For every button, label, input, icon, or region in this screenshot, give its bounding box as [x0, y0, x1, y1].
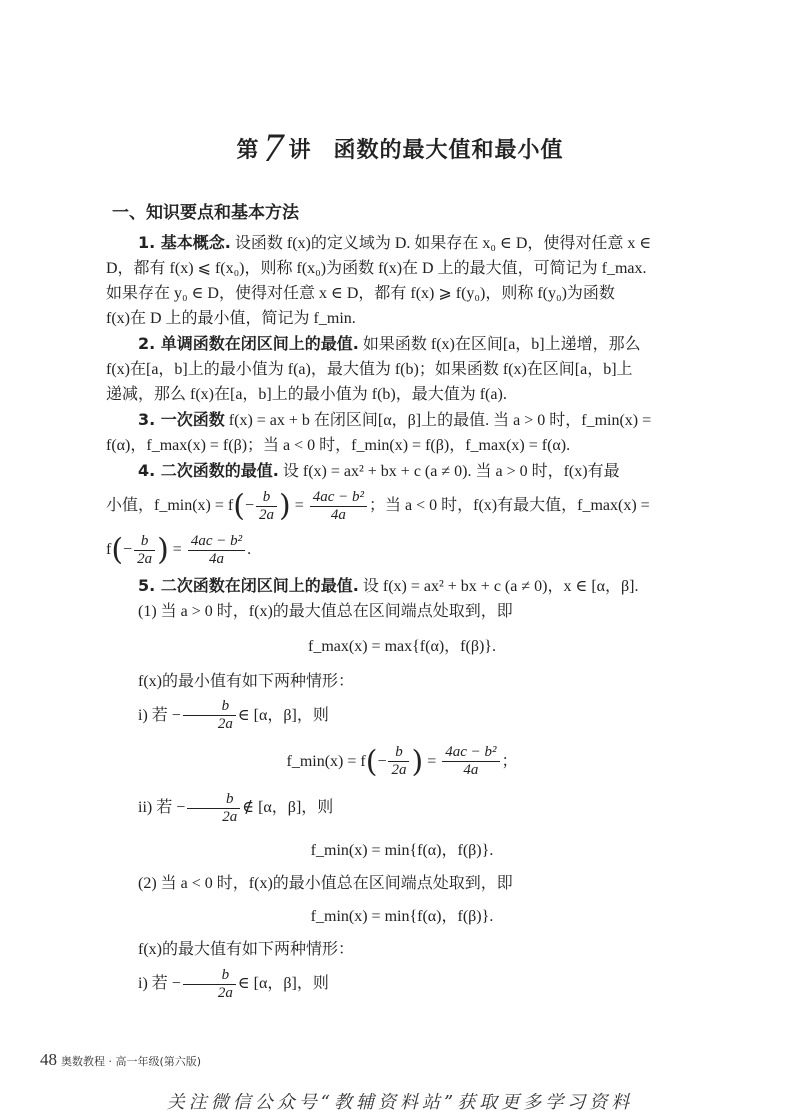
section-title: 一、知识要点和基本方法: [112, 203, 299, 223]
case-i-2: i) 若 − $\frac{b}{2a}$ ∈ [α，β]，则: [138, 966, 329, 1001]
case-ii: ii) 若 − $\frac{b}{2a}$ ∉ [α，β]，则: [138, 790, 334, 825]
paragraph-4: 4. 二次函数的最值. 设 f(x) = ax² + bx + c (a ≠ 0). 当 a > 0 时，f(x)有最: [138, 461, 620, 480]
paragraph-2-line3: 递减，那么 f(x)在[a，b]上的最小值为 f(b)，最大值为 f(a).: [106, 386, 507, 403]
min-two-cases: f(x)的最小值有如下两种情形：: [138, 672, 354, 690]
equation-max: f_max(x) = max{f(α)，f(β)}.: [308, 637, 496, 655]
page-number: 48: [40, 1050, 57, 1069]
chapter-prefix: 第: [236, 138, 260, 163]
paragraph-1-line4: f(x)在 D 上的最小值，简记为 f_min.: [106, 310, 356, 327]
max-two-cases: f(x)的最大值有如下两种情形：: [138, 940, 354, 958]
equation-min-vertex: f_min(x) = f(− $\frac{b}{2a}$ ) = $\frac{\text{4ac − b²}}{4a}$ ；: [286, 743, 518, 779]
paragraph-4-line2: 小值，f_min(x) = f(− $\frac{b}{2a}$ ) = $\frac{\text{4ac − b²}}{4a}$ ；当 a < 0 时，f(x)有最大值，f_max(x) =: [106, 488, 650, 524]
paragraph-1-line3: 如果存在 y₀ ∈ D，使得对任意 x ∈ D，都有 f(x) ⩾ f(y₀)，则称 f(y₀)为函数: [106, 285, 615, 302]
fraction-discriminant: $\frac{\text{4ac − b²}}{4a}$: [310, 489, 367, 524]
case-2: (2) 当 a < 0 时，f(x)的最小值总在区间端点处取到，即: [138, 874, 513, 892]
paragraph-3-line2: f(α)，f_max(x) = f(β)；当 a < 0 时，f_min(x) = f(β)，f_max(x) = f(α).: [106, 437, 571, 454]
chapter-title: [0, 120, 800, 170]
equation-min-endpoints: f_min(x) = min{f(α)，f(β)}.: [310, 841, 494, 859]
chapter-name: 函数的最大值和最小值: [333, 138, 564, 163]
book-title: 奥数教程 · 高一年级(第六版): [61, 1055, 202, 1068]
content-body: [106, 230, 698, 1006]
fraction-discriminant: $\frac{\text{4ac − b²}}{4a}$: [188, 533, 245, 568]
case-i: i) 若 − $\frac{b}{2a}$ ∈ [α，β]，则: [138, 698, 329, 733]
paragraph-5: 5. 二次函数在闭区间上的最值. 设 f(x) = ax² + bx + c (a ≠ 0)，x ∈ [α，β].: [138, 575, 639, 595]
paragraph-1: 1. 基本概念. 设函数 f(x)的定义域为 D. 如果存在 x₀ ∈ D，使得对任意 x ∈: [138, 233, 652, 252]
fraction-b-2a: $\frac{b}{2a}$: [256, 489, 277, 524]
page-footer: [40, 1050, 201, 1070]
watermark-text: 关注微信公众号“教辅资料站”获取更多学习资料: [166, 1092, 634, 1113]
paragraph-1-line2: D，都有 f(x) ⩽ f(x₀)，则称 f(x₀)为函数 f(x)在 D 上的最大值，可简记为 f_max.: [106, 260, 647, 277]
chapter-suffix: 讲: [288, 138, 312, 163]
paragraph-3: 3. 一次函数 f(x) = ax + b 在闭区间[α，β]上的最值. 当 a > 0 时，f_min(x) =: [138, 410, 652, 429]
paragraph-2: 2. 单调函数在闭区间上的最值. 如果函数 f(x)在区间[a，b]上递增，那么: [138, 334, 641, 353]
equation-min-endpoints-2: f_min(x) = min{f(α)，f(β)}.: [310, 907, 494, 925]
case-1: (1) 当 a > 0 时，f(x)的最大值总在区间端点处取到，即: [138, 602, 513, 620]
fraction-b-2a: $\frac{b}{2a}$: [134, 533, 155, 568]
paragraph-2-line2: f(x)在[a，b]上的最小值为 f(a)，最大值为 f(b)；如果函数 f(x)在区间[a，b]上: [106, 361, 633, 378]
chapter-number: 7: [263, 125, 285, 170]
paragraph-4-line3: f(− $\frac{b}{2a}$ ) = $\frac{\text{4ac − b²}}{4a}$ .: [106, 532, 252, 568]
